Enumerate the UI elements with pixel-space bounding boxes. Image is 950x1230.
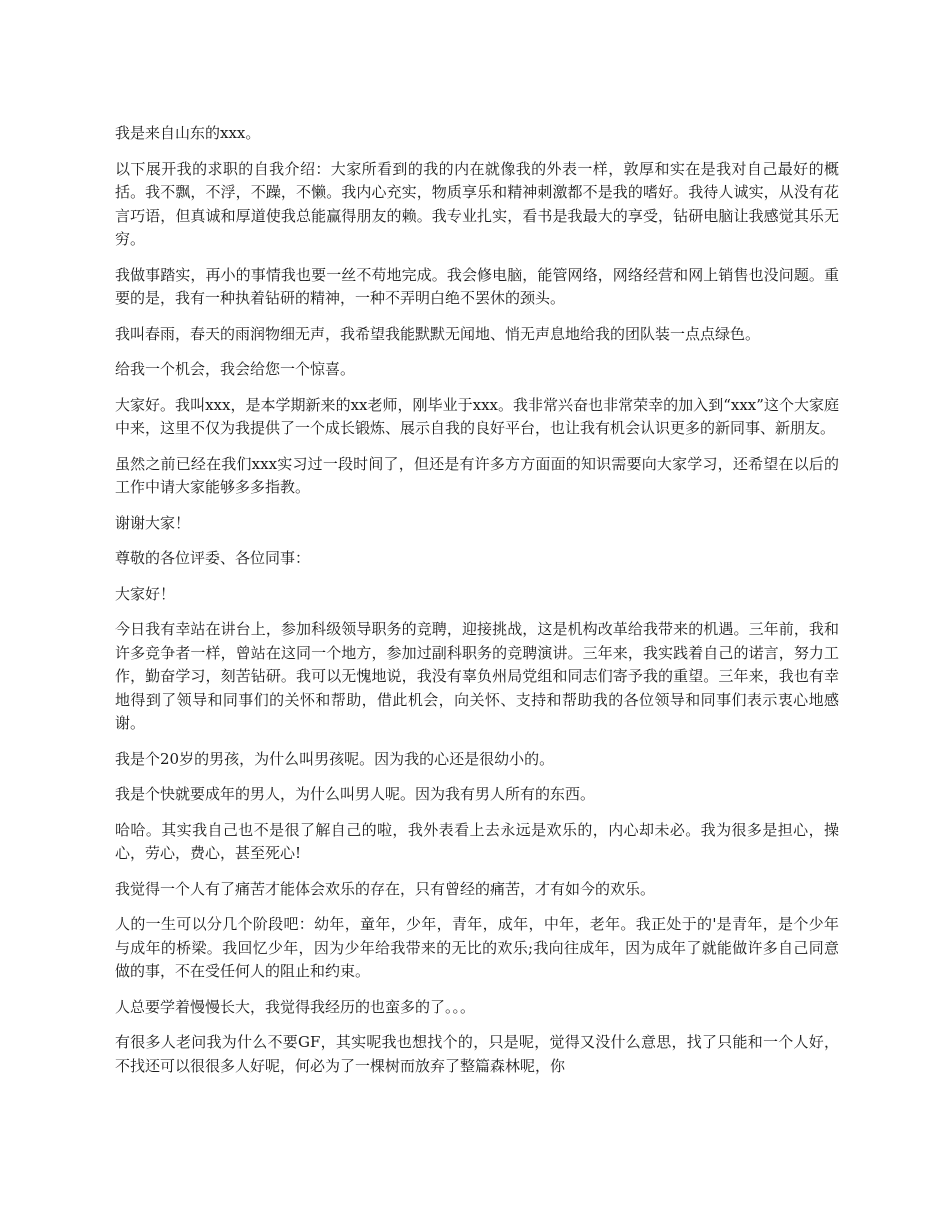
paragraph-17: 人总要学着慢慢长大，我觉得我经历的也蛮多的了。。。 — [115, 997, 476, 1016]
document-body — [115, 122, 839, 1090]
paragraph-3: 我做事踏实，再小的事情我也要一丝不苟地完成。我会修电脑，能管网络，网络经营和网上销售也没问题。重要的是，我有一种执着钻研的精神，一种不弄明白绝不罢休的颈头。 — [115, 265, 839, 307]
paragraph-8: 谢谢大家！ — [115, 513, 191, 532]
paragraph-4: 我叫春雨，春天的雨润物细无声，我希望我能默默无闻地、悄无声息地给我的团队装一点点绿色。 — [115, 324, 761, 343]
paragraph-13: 我是个快就要成年的男人，为什么叫男人呢。因为我有男人所有的东西。 — [115, 785, 596, 803]
paragraph-12: 我是个20岁的男孩，为什么叫男孩呢。因为我的心还是很幼小的。 — [115, 749, 555, 768]
paragraph-5: 给我一个机会，我会给您一个惊喜。 — [115, 360, 356, 378]
paragraph-11: 今日我有幸站在讲台上，参加科级领导职务的竞聘，迎接挑战，这是机构改革给我带来的机遇。三年前，我和许多竞争者一样，曾站在这同一个地方，参加过副科职务的竞聘演讲。三年来，我实践着自己的诺言，努力工作，勤奋学习，刻苦钻研。我可以无愧地说，我没有辜负州局党组和同志们寄予我的重望。三年来，我也有幸地得到了领导和同事们的关怀和帮助，借此机会，向关怀、支持和帮助我的各位领导和同事们表示衷心地感谢。 — [115, 620, 839, 732]
paragraph-15: 我觉得一个人有了痛苦才能体会欢乐的存在，只有曾经的痛苦，才有如今的欢乐。 — [115, 879, 656, 898]
paragraph-7: 虽然之前已经在我们xxx实习过一段时间了，但还是有许多方方面面的知识需要向大家学习，还希望在以后的工作中请大家能够多多指教。 — [115, 454, 839, 496]
paragraph-16: 人的一生可以分几个阶段吧：幼年，童年，少年，青年，成年，中年，老年。我正处于的'是青年，是个少年与成年的桥梁。我回忆少年，因为少年给我带来的无比的欢乐;我向往成年，因为成年了就能做许多自己同意做的事，不在受任何人的阻止和约束。 — [115, 915, 839, 980]
paragraph-14: 哈哈。其实我自己也不是很了解自己的啦，我外表看上去永远是欢乐的，内心却未必。我为很多是担心，操心，劳心，费心，甚至死心! — [115, 820, 839, 862]
paragraph-9: 尊敬的各位评委、各位同事： — [115, 549, 311, 567]
paragraph-6: 大家好。我叫xxx，是本学期新来的xx老师，刚毕业于xxx。我非常兴奋也非常荣幸的加入到“xxx”这个大家庭中来，这里不仅为我提供了一个成长锻炼、展示自我的良好平台，也让我有机会认识更多的新同事、新朋友。 — [115, 395, 839, 437]
paragraph-10: 大家好！ — [115, 584, 176, 603]
paragraph-1: 我是来自山东的xxx。 — [115, 124, 261, 142]
paragraph-18: 有很多人老问我为什么不要GF，其实呢我也想找个的，只是呢，觉得又没什么意思，找了只能和一个人好，不找还可以很很多人好呢，何必为了一棵树而放弃了整篇森林呢，你 — [115, 1033, 839, 1075]
paragraph-2: 以下展开我的求职的自我介绍：大家所看到的我的内在就像我的外表一样，敦厚和实在是我对自己最好的概括。我不飘，不浮，不躁，不懒。我内心充实，物质享乐和精神刺激都不是我的嗜好。我待人诚实，从没有花言巧语，但真诚和厚道使我总能赢得朋友的赖。我专业扎实，看书是我最大的享受，钻研电脑让我感觉其乐无穷。 — [115, 159, 839, 248]
